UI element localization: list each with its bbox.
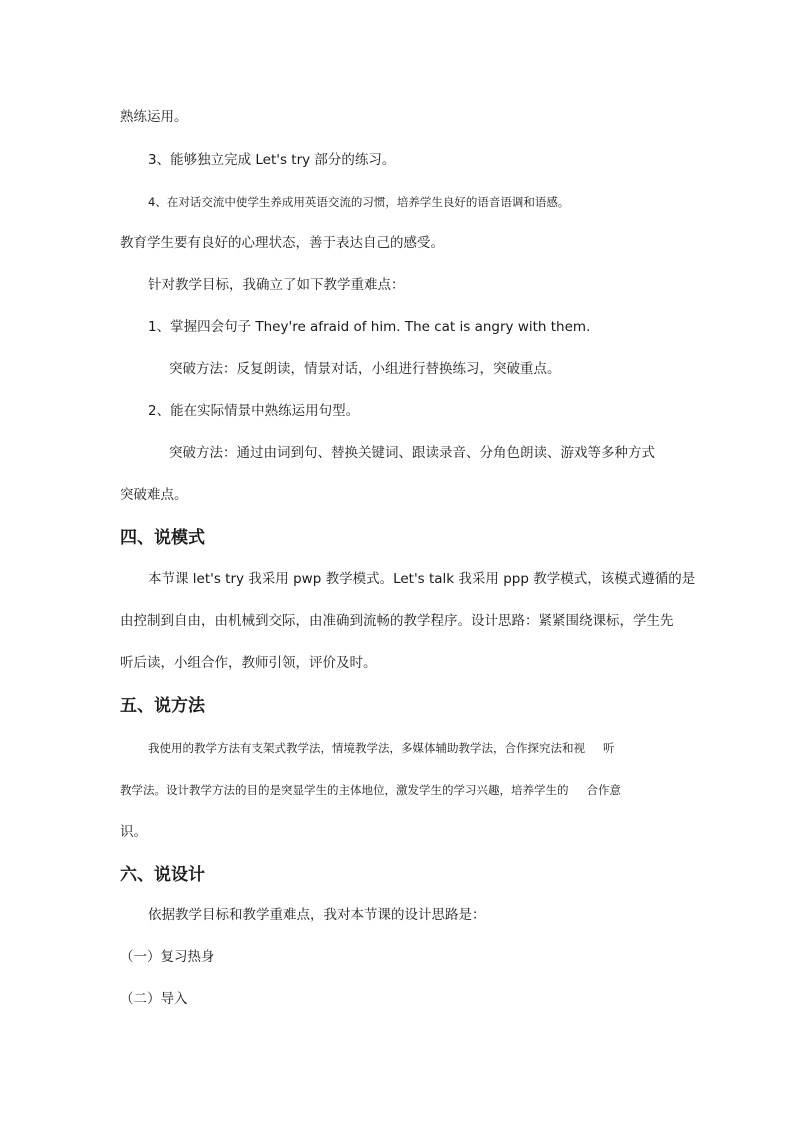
section-5-heading: 五、说方法 bbox=[120, 696, 205, 716]
section-5-line-1-tail: 听 bbox=[603, 741, 615, 755]
line-3: 4、在对话交流中使学生养成用英语交流的习惯，培养学生良好的语音语调和语感。 bbox=[148, 195, 570, 209]
line-2: 3、能够独立完成 Let's try 部分的练习。 bbox=[148, 152, 396, 168]
section-6-para-line-1: 依据教学目标和教学重难点，我对本节课的设计思路是： bbox=[148, 907, 486, 923]
section-4-para-line-2: 由控制到自由，由机械到交际，由准确到流畅的教学程序。设计思路：紧紧围绕课标，学生先 bbox=[120, 613, 674, 629]
line-8: 2、能在实际情景中熟练运用句型。 bbox=[148, 403, 360, 419]
section-4-para-line-3: 听后读，小组合作，教师引领，评价及时。 bbox=[120, 655, 377, 671]
line-4: 教育学生要有良好的心理状态，善于表达自己的感受。 bbox=[120, 235, 444, 251]
section-6-list-item-1: （一）复习热身 bbox=[120, 949, 215, 965]
section-5-para-line-2 bbox=[120, 781, 621, 799]
line-7: 突破方法：反复朗读，情景对话，小组进行替换练习，突破重点。 bbox=[169, 361, 561, 377]
line-1: 熟练运用。 bbox=[120, 109, 188, 125]
section-4-para-line-1: 本节课 let's try 我采用 pwp 教学模式。Let's talk 我采用 ppp 教学模式，该模式遵循的是 bbox=[148, 571, 696, 587]
section-5-line-1-text: 我使用的教学方法有支架式教学法，情境教学法，多媒体辅助教学法，合作探究法和视 bbox=[148, 741, 585, 755]
line-6: 1、掌握四会句子 They're afraid of him. The cat is angry with them. bbox=[148, 319, 591, 335]
section-4-heading: 四、说模式 bbox=[120, 528, 205, 548]
line-5: 针对教学目标，我确立了如下教学重难点： bbox=[148, 277, 405, 293]
section-6-heading: 六、说设计 bbox=[120, 865, 205, 885]
section-5-para-line-3: 识。 bbox=[120, 824, 147, 840]
section-5-line-2-tail: 合作意 bbox=[586, 783, 621, 797]
section-5-line-2-text: 教学法。设计教学方法的目的是突显学生的主体地位，激发学生的学习兴趣，培养学生的 bbox=[120, 783, 569, 797]
line-10: 突破难点。 bbox=[120, 487, 188, 503]
line-9: 突破方法：通过由词到句、替换关键词、跟读录音、分角色朗读、游戏等多种方式 bbox=[169, 445, 655, 461]
section-5-para-line-1 bbox=[148, 739, 615, 757]
section-6-list-item-2: （二）导入 bbox=[120, 991, 188, 1007]
